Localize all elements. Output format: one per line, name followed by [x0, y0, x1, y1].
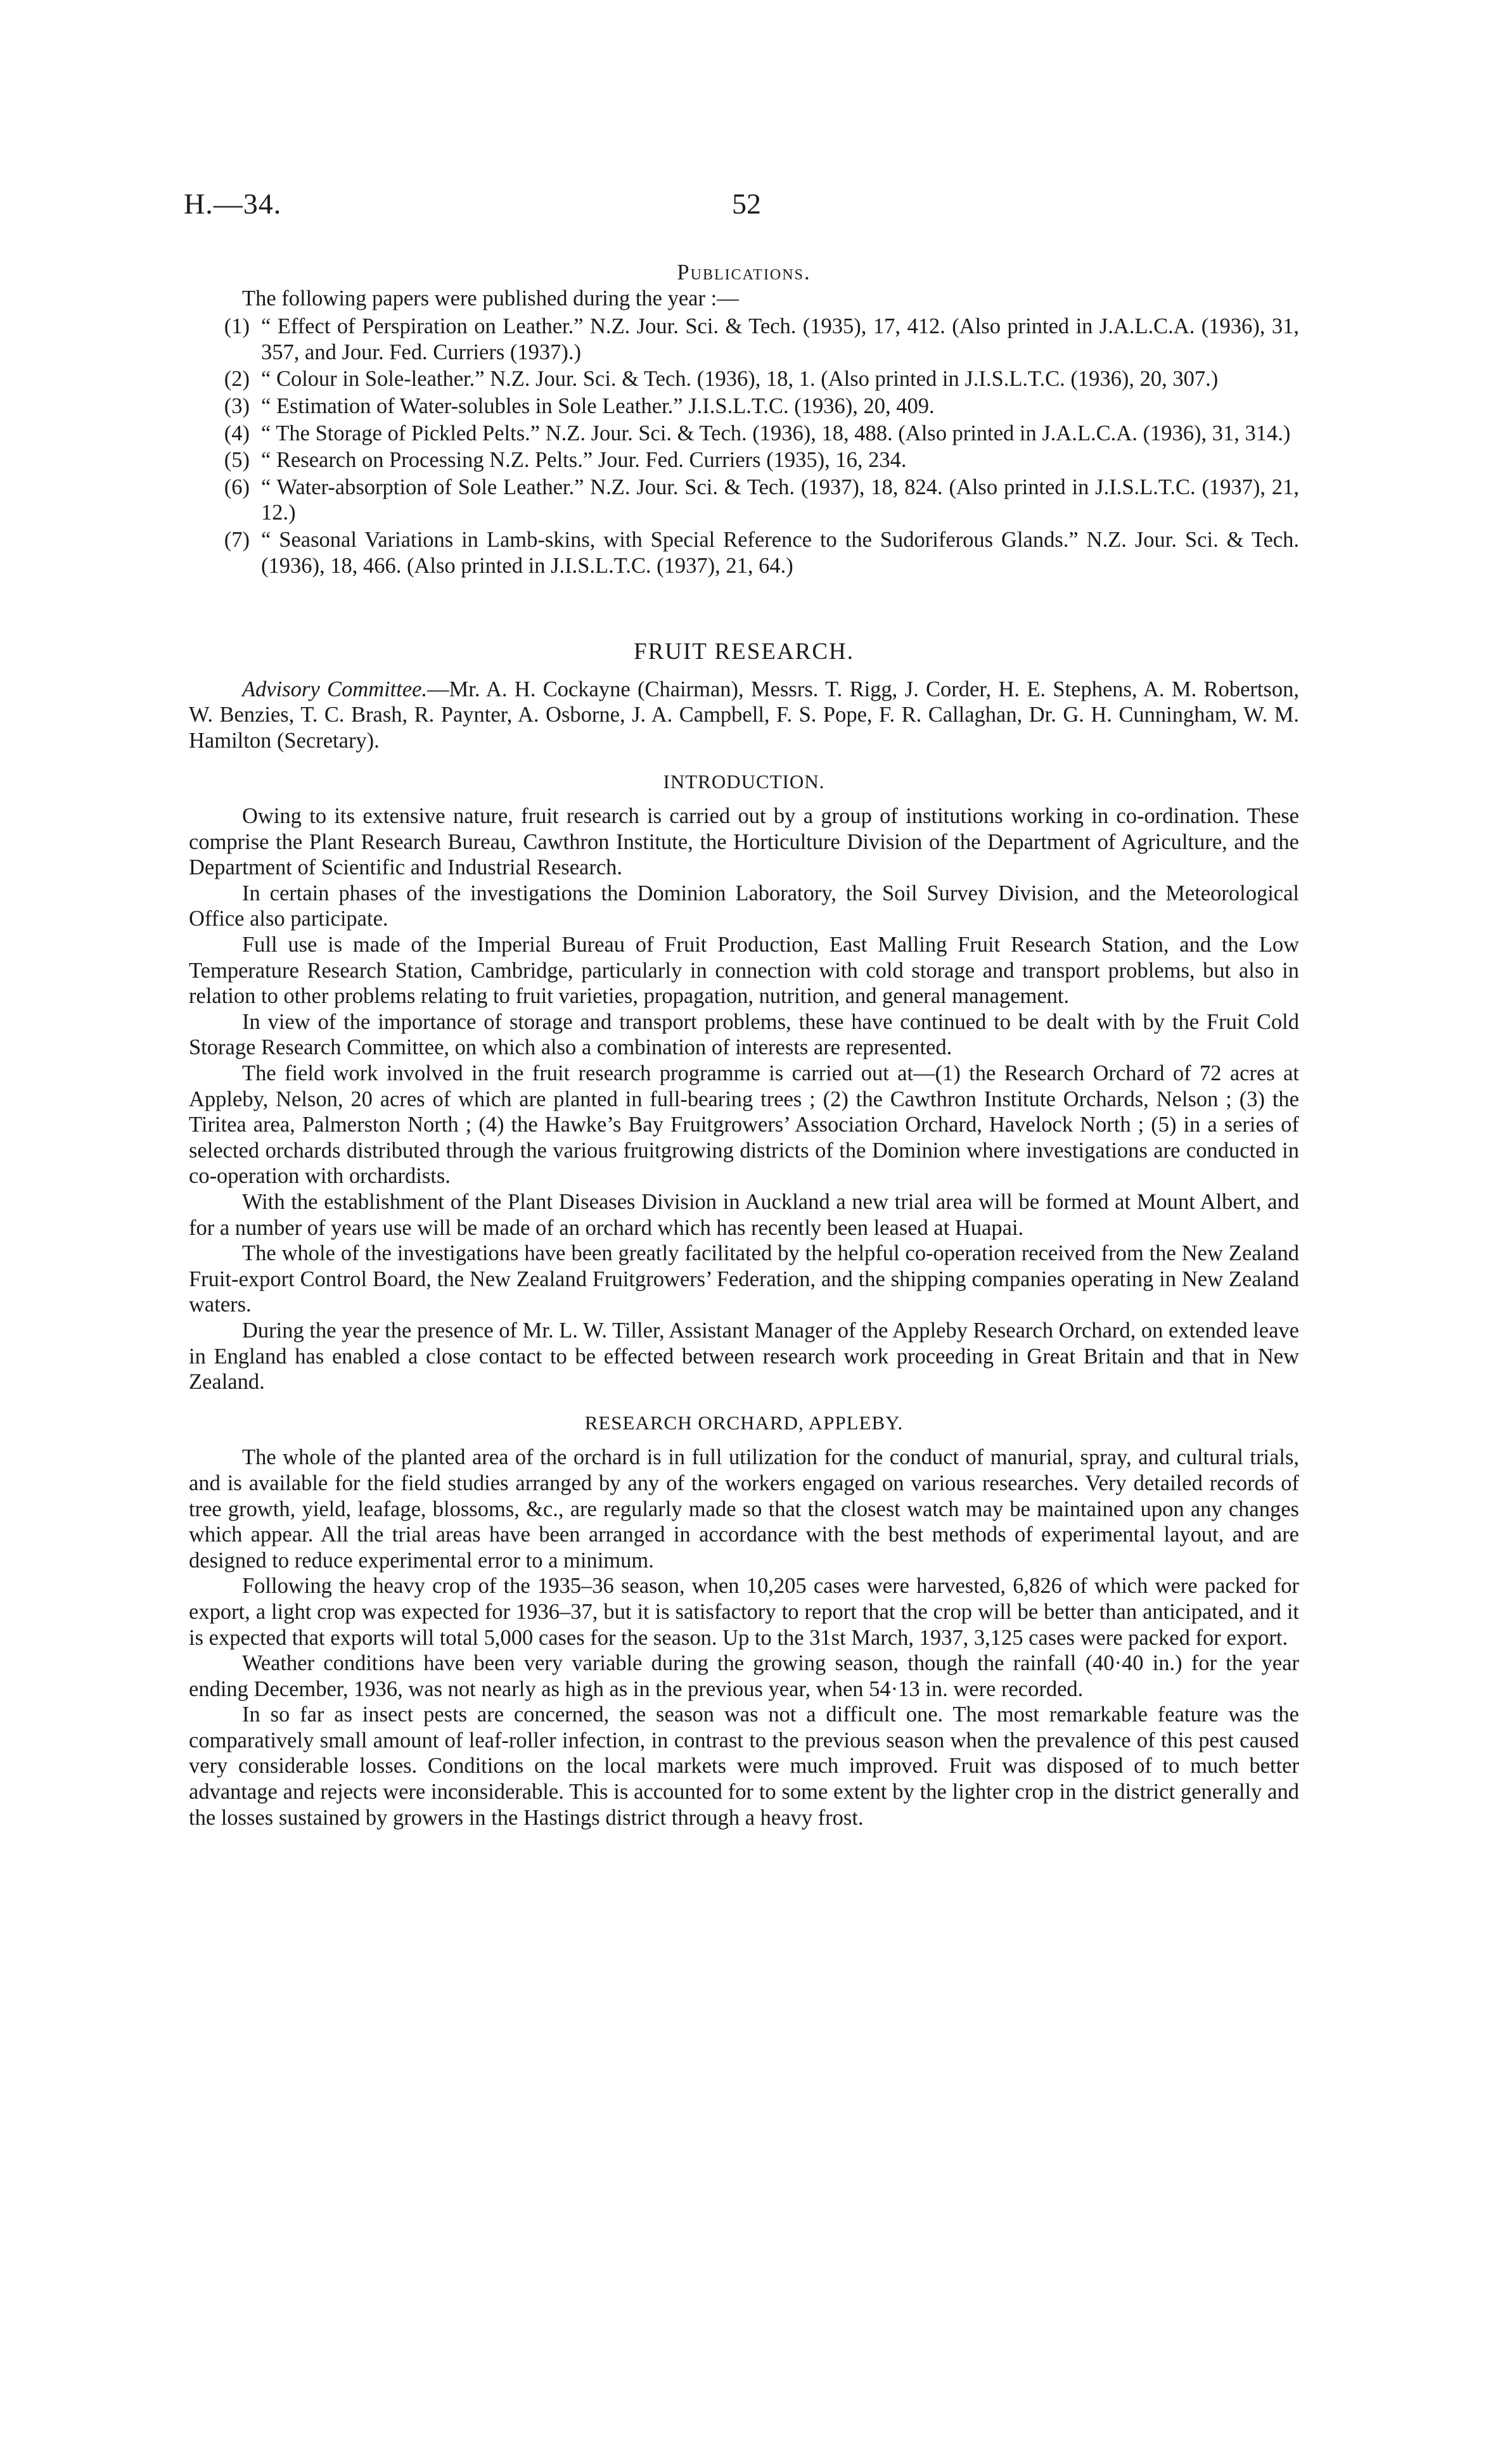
intro-paragraph: Full use is made of the Imperial Bureau of Fruit Production, East Malling Fruit Research Station, and the Low Temperature Research Station, Cambridge, particularly in connection with cold storage and transport problems, but also in relation to other problems relating to fruit varieties, propagation, nutrition, and general management. [189, 933, 1299, 1009]
committee-members: —Mr. A. H. Cockayne (Chairman), Messrs. T. Rigg, J. Corder, H. E. Stephens, A. M. Robertson, W. Benzies, T. C. Brash, R. Paynter, A. Osborne, J. A. Campbell, F. S. Pope, F. R. Callaghan, Dr. G. H. Cunningham, W. M. Hamilton (Secretary). [189, 677, 1300, 753]
publication-number: (1) [224, 314, 250, 339]
page-content [189, 260, 1299, 1830]
publication-text: “ Effect of Perspiration on Leather.” N.Z. Jour. Sci. & Tech. (1935), 17, 412. (Also printed in J.A.L.C.A. (1936), 31, 357, and Jour. Fed. Curriers (1937).) [261, 314, 1299, 364]
intro-paragraph: Owing to its extensive nature, fruit research is carried out by a group of institutions working in co-ordination. These comprise the Plant Research Bureau, Cawthron Institute, the Horticulture Division of the Department of Agriculture, and the Department of Scientific and Industrial Research. [189, 804, 1299, 880]
publication-number: (5) [224, 448, 250, 473]
document-code: H.—34. [184, 188, 282, 220]
intro-paragraph: With the establishment of the Plant Diseases Division in Auckland a new trial area will be formed at Mount Albert, and for a number of years use will be made of an orchard which has recently been leased at Huapai. [189, 1190, 1299, 1240]
publication-text: “ Colour in Sole-leather.” N.Z. Jour. Sci. & Tech. (1936), 18, 1. (Also printed in J.I.S.L.T.C. (1936), 20, 307.) [261, 367, 1219, 392]
publication-item [189, 314, 1299, 365]
intro-paragraph: In view of the importance of storage and transport problems, these have continued to be dealt with by the Fruit Cold Storage Research Committee, on which also a combination of interests are represented. [189, 1009, 1299, 1060]
publication-text: “ Research on Processing N.Z. Pelts.” Jour. Fed. Curriers (1935), 16, 234. [261, 448, 907, 473]
publications-list [189, 314, 1299, 578]
publication-text: “ Water-absorption of Sole Leather.” N.Z. Jour. Sci. & Tech. (1937), 18, 824. (Also printed in J.I.S.L.T.C. (1937), 21, 12.) [261, 475, 1299, 525]
orchard-paragraph: Weather conditions have been very variable during the growing season, though the rainfall (40·40 in.) for the year ending December, 1936, was not nearly as high as in the previous year, when 54·13 in. were recorded. [189, 1651, 1299, 1701]
orchard-paragraph: In so far as insect pests are concerned, the season was not a difficult one. The most remarkable feature was the comparatively small amount of leaf-roller infection, in contrast to the previous season when the prevalence of this pest caused very considerable losses. Conditions on the local markets were much improved. Fruit was disposed of to much better advantage and rejects were inconsiderable. This is accounted for to some extent by the lighter crop in the district generally and the losses sustained by growers in the Hastings district through a heavy frost. [189, 1702, 1299, 1830]
publication-text: “ The Storage of Pickled Pelts.” N.Z. Jour. Sci. & Tech. (1936), 18, 488. (Also printed in J.A.L.C.A. (1936), 31, 314.) [261, 421, 1291, 445]
orchard-heading: RESEARCH ORCHARD, APPLEBY. [584, 1411, 904, 1434]
page-number: 52 [732, 188, 761, 220]
intro-paragraph: In certain phases of the investigations the Dominion Laboratory, the Soil Survey Division, and the Meteorological Office also participate. [189, 881, 1299, 931]
publication-text: “ Seasonal Variations in Lamb-skins, with Special Reference to the Sudoriferous Glands.” N.Z. Jour. Sci. & Tech. (1936), 18, 466. (Also printed in J.I.S.L.T.C. (1937), 21, 64.) [261, 527, 1299, 578]
committee-label: Advisory Committee. [242, 677, 428, 701]
publication-number: (6) [224, 475, 250, 499]
publication-text: “ Estimation of Water-solubles in Sole Leather.” J.I.S.L.T.C. (1936), 20, 409. [261, 393, 935, 418]
publications-heading: Publications. [677, 260, 811, 284]
publication-item [189, 447, 1299, 473]
publication-number: (2) [224, 367, 250, 392]
intro-paragraph: The field work involved in the fruit research programme is carried out at—(1) the Research Orchard of 72 acres at Appleby, Nelson, 20 acres of which are planted in full-bearing trees ; (2) the Cawthron Institute Orchards, Nelson ; (3) the Tiritea area, Palmerston North ; (4) the Hawke’s Bay Fruitgrowers’ Association Orchard, Havelock North ; (5) in a series of selected orchards distributed through the various fruitgrowing districts of the Dominion where investigations are conducted in co-operation with orchardists. [189, 1061, 1299, 1189]
publications-intro: The following papers were published during the year :— [242, 286, 739, 310]
fruit-research-heading: FRUIT RESEARCH. [634, 639, 854, 665]
page-header [184, 187, 1309, 231]
publication-item [189, 393, 1299, 419]
publication-number: (4) [224, 421, 250, 445]
orchard-paragraph: The whole of the planted area of the orchard is in full utilization for the conduct of manurial, spray, and cultural trials, and is available for the field studies arranged by any of the workers engaged on various researches. Very detailed records of tree growth, yield, leafage, blossoms, &c., are regularly made so that the closest watch may be maintained upon any changes which appear. All the trial areas have been arranged in accordance with the best methods of experimental layout, and are designed to reduce experimental error to a minimum. [189, 1445, 1299, 1573]
publication-number: (7) [224, 527, 250, 552]
introduction-heading: INTRODUCTION. [663, 770, 825, 793]
publication-number: (3) [224, 393, 250, 418]
publication-item [189, 366, 1299, 392]
intro-paragraph: The whole of the investigations have been greatly facilitated by the helpful co-operation received from the New Zealand Fruit-export Control Board, the New Zealand Fruitgrowers’ Federation, and the shipping companies operating in New Zealand waters. [189, 1241, 1299, 1317]
publication-item [189, 475, 1299, 526]
intro-paragraph: During the year the presence of Mr. L. W. Tiller, Assistant Manager of the Appleby Research Orchard, on extended leave in England has enabled a close contact to be effected between research work proceeding in Great Britain and that in New Zealand. [189, 1318, 1299, 1395]
orchard-paragraph: Following the heavy crop of the 1935–36 season, when 10,205 cases were harvested, 6,826 of which were packed for export, a light crop was expected for 1936–37, but it is satisfactory to report that the crop will be better than anticipated, and it is expected that exports will total 5,000 cases for the season. Up to the 31st March, 1937, 3,125 cases were packed for export. [189, 1574, 1299, 1650]
publication-item [189, 527, 1299, 578]
advisory-committee [189, 677, 1299, 754]
publication-item [189, 421, 1299, 447]
